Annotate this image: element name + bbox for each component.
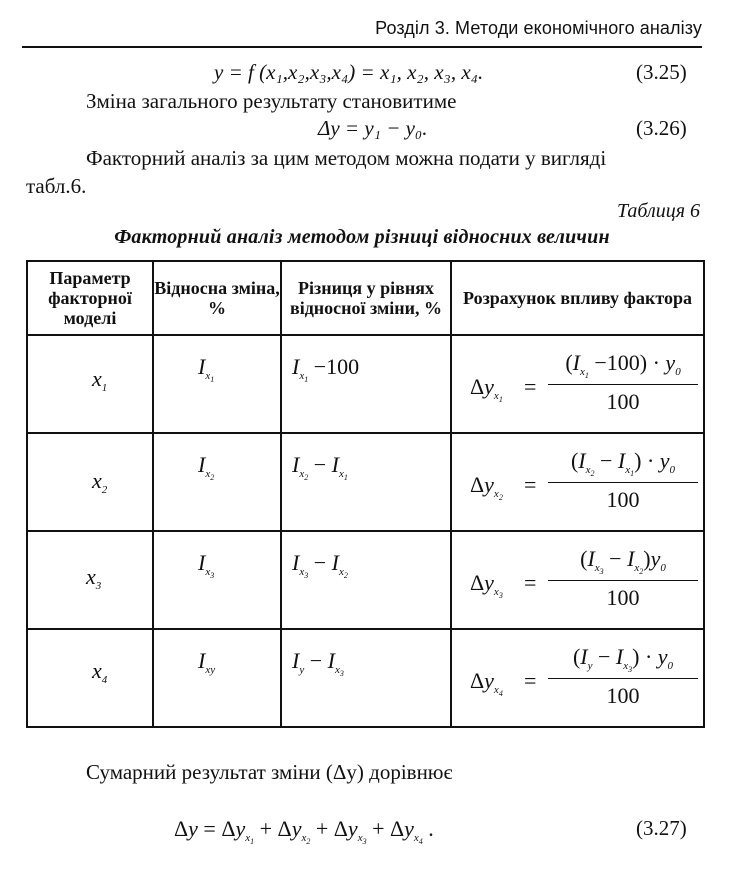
param-cell: [27, 433, 153, 531]
param-x3: $x_3$: [86, 564, 102, 592]
difference-cell: [281, 531, 451, 629]
equation-3-27-body: $\Delta y = \Delta y_{x_1} + \Delta y_{x_2} + \Delta y_{x_3} + \Delta y_{x_4}$ .: [174, 816, 434, 846]
relative-cell: [153, 335, 281, 433]
sum-paragraph: Сумарний результат зміни (Δy) дорівнює: [86, 760, 453, 784]
difference-cell: [281, 629, 451, 727]
factor-analysis-table: [26, 260, 705, 728]
equation-3-26: [0, 116, 731, 146]
table-label: Таблиця 6: [617, 200, 700, 222]
header-parameter: Параметр факторної моделі: [27, 261, 153, 335]
calculation-cell: [451, 629, 704, 727]
formula-x1: $\Delta y_{x_1}$ = $(I_{x_1} -100) \cdot y_0$ 100: [470, 350, 700, 420]
table-row: [27, 531, 704, 629]
relative-cell: [153, 531, 281, 629]
relative-x4: $I_{xy}$: [198, 648, 216, 676]
calculation-cell: [451, 531, 704, 629]
table-title: Факторний аналіз методом різниці відносних величин: [114, 226, 610, 248]
relative-cell: [153, 629, 281, 727]
param-x2: $x_2$: [92, 468, 108, 496]
equation-3-25-body: y = f (x₁,x₂,x₃,x₄) = x₁, x₂, x₃, x₄.: [214, 60, 484, 84]
difference-cell: [281, 433, 451, 531]
relative-cell: [153, 433, 281, 531]
relative-x3: $I_{x_3}$: [198, 550, 215, 580]
table-row: [27, 433, 704, 531]
running-header: Розділ 3. Методи економічного аналізу: [375, 18, 702, 38]
difference-x4: $I_y - I_{x_3}$: [292, 648, 344, 678]
equation-3-26-body: Δy = y₁ − y₀.: [318, 116, 428, 140]
paragraph-factor-line1: Факторний аналіз за цим методом можна подати у вигляді: [86, 146, 607, 170]
param-cell: [27, 335, 153, 433]
equation-3-26-number: (3.26): [636, 116, 687, 140]
table-header-row: [27, 261, 704, 335]
formula-x2: $\Delta y_{x_2}$ = $(I_{x_2} - I_{x_1}) \cdot y_0$ 100: [470, 448, 700, 518]
paragraph-factor-line2: табл.6.: [26, 174, 87, 198]
param-x4: $x_4$: [92, 658, 108, 686]
equation-3-27-number: (3.27): [636, 816, 687, 840]
difference-x2: $I_{x_2} - I_{x_1}$: [292, 452, 348, 482]
param-x1: $x_1$: [92, 366, 108, 394]
difference-cell: [281, 335, 451, 433]
header-difference: Різниця у рівнях відносної зміни, %: [281, 261, 451, 335]
paragraph-change: Зміна загального результату становитиме: [86, 89, 457, 113]
table-row: [27, 335, 704, 433]
difference-x1: $I_{x_1} -100$: [292, 354, 360, 384]
difference-x3: $I_{x_3} - I_{x_2}$: [292, 550, 348, 580]
calculation-cell: [451, 433, 704, 531]
table-row: [27, 629, 704, 727]
header-calculation: Розрахунок впливу фактора: [451, 261, 704, 335]
relative-x1: $I_{x_1}$: [198, 354, 215, 384]
equation-3-25-number: (3.25): [636, 60, 687, 84]
calculation-cell: [451, 335, 704, 433]
param-cell: [27, 531, 153, 629]
header-rule: [22, 46, 702, 48]
formula-x3: $\Delta y_{x_3}$ = $(I_{x_3} - I_{x_2})y_0$ 100: [470, 546, 700, 616]
relative-x2: $I_{x_2}$: [198, 452, 215, 482]
param-cell: [27, 629, 153, 727]
formula-x4: $\Delta y_{x_4}$ = $(I_y - I_{x_3}) \cdot y_0$ 100: [470, 644, 700, 714]
header-relative-change: Відносна зміна, %: [153, 261, 281, 335]
